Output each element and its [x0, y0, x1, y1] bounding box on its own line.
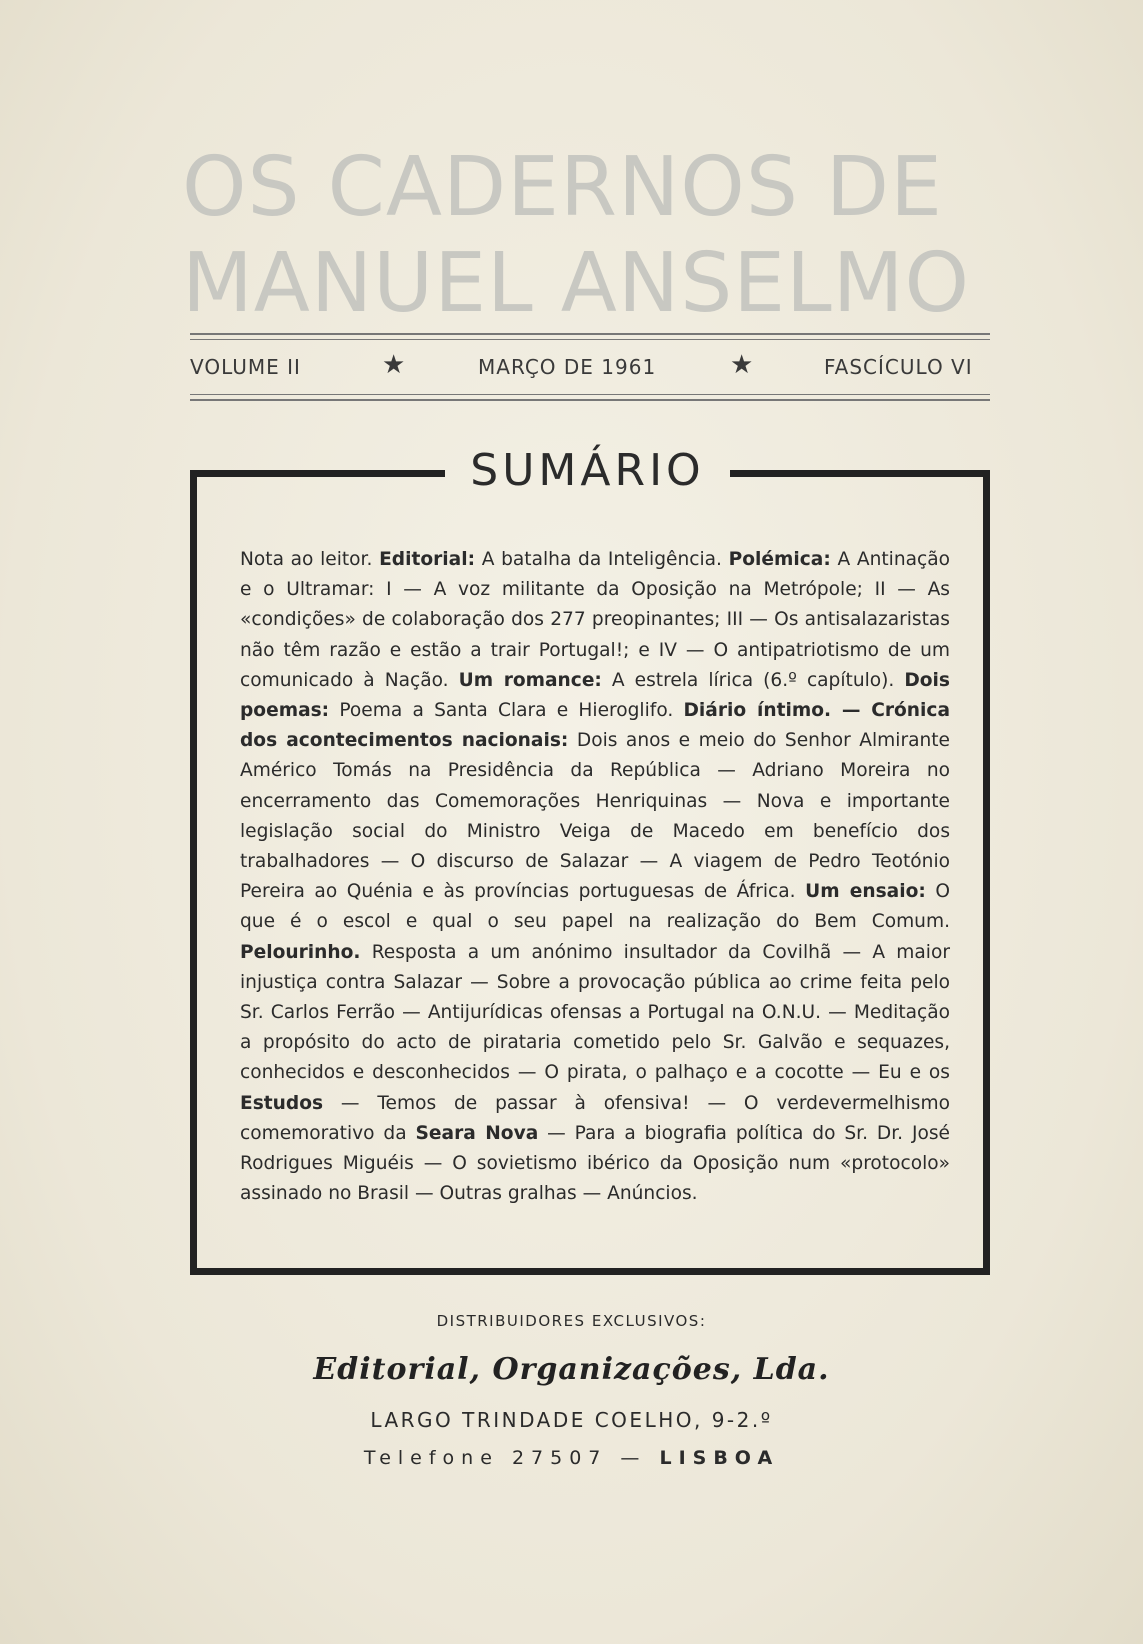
publisher-phone	[0, 1447, 1143, 1469]
bottom-rule-2	[190, 399, 990, 401]
summary-section-title: Um ensaio:	[805, 881, 926, 903]
summary-heading: SUMÁRIO	[470, 445, 705, 496]
summary-segment: A estrela lírica (6.º capítulo).	[601, 669, 905, 691]
summary-section-title: Um romance:	[458, 669, 602, 691]
summary-segment: Resposta a um anónimo insultador da Covilhã — A maior injustiça contra Salazar — Sobre a provocação pública ao crime feita pelo Sr. Carlos Ferrão — Antijurídicas ofensas a Portugal na O.N.U. — Meditação a propósito do acto de pirataria cometido pelo Sr. Galvão e sequazes, conhecidos e desconhecidos — O pirata, o palhaço e a cocotte — Eu e os	[240, 941, 950, 1084]
summary-section-title: Estudos	[240, 1092, 324, 1114]
publisher-address: LARGO TRINDADE COELHO, 9-2.º	[370, 1408, 773, 1432]
top-rule-2	[190, 339, 990, 340]
summary-section-title: Dois poemas:	[240, 669, 950, 722]
summary-segment: O que é o escol e qual o seu papel na realização do Bem Comum.	[240, 881, 950, 933]
star-icon: ★	[730, 350, 755, 380]
star-icon: ★	[382, 350, 407, 380]
publisher-name: Editorial, Organizações, Lda.	[313, 1352, 830, 1387]
fasciculo-label: FASCÍCULO VI	[824, 355, 973, 379]
summary-segment: — Temos de passar à ofensiva! — O verdevermelhismo comemorativo da	[240, 1092, 950, 1144]
summary-section-title: Polémica:	[728, 549, 831, 570]
summary-section-title: Diário íntimo. — Crónica dos acontecimentos nacionais:	[240, 700, 950, 752]
summary-segment: Nota ao leitor.	[240, 549, 380, 570]
title-line-2: MANUEL ANSELMO	[182, 236, 971, 331]
magazine-title	[182, 140, 1002, 332]
summary-section-title: Editorial:	[379, 549, 476, 570]
summary-section-title: Seara Nova	[415, 1122, 539, 1144]
summary-segment: Poema a Santa Clara e Hieroglifo.	[329, 700, 684, 722]
top-rule-1	[190, 333, 990, 335]
issue-info	[190, 350, 990, 383]
city-name: LISBOA	[659, 1447, 780, 1469]
phone-number: Telefone 27507 —	[363, 1447, 660, 1469]
summary-text	[240, 545, 950, 1209]
summary-segment: A Antinação e o Ultramar: I — A voz militante da Oposição na Metrópole; II — As «condições» de colaboração dos 277 preopinantes; III — Os antisalazaristas não têm razão e estão a trair Portugal!; e IV — O antipatriotismo de um comunicado à Nação.	[240, 549, 950, 691]
volume-label: VOLUME II	[190, 355, 301, 379]
title-line-1: OS CADERNOS DE	[182, 140, 943, 235]
distributors-label: DISTRIBUIDORES EXCLUSIVOS:	[436, 1312, 707, 1330]
bottom-rule-1	[190, 394, 990, 395]
summary-section-title: Pelourinho.	[240, 941, 361, 963]
summary-segment: A batalha da Inteligência.	[475, 549, 729, 570]
summary-segment: — Para a biografia política do Sr. Dr. José Rodrigues Miguéis — O sovietismo ibérico da Oposição num «protocolo» assinado no Brasil — Outras gralhas — Anúncios.	[240, 1122, 950, 1205]
issue-date: MARÇO DE 1961	[478, 355, 657, 379]
summary-segment: Dois anos e meio do Senhor Almirante Américo Tomás na Presidência da República — Adriano Moreira no encerramento das Comemorações Henriquinas — Nova e importante legislação social do Ministro Veiga de Macedo em benefício dos trabalhadores — O discurso de Salazar — A viagem de Pedro Teotónio Pereira ao Quénia e às províncias portuguesas de África.	[240, 730, 950, 903]
